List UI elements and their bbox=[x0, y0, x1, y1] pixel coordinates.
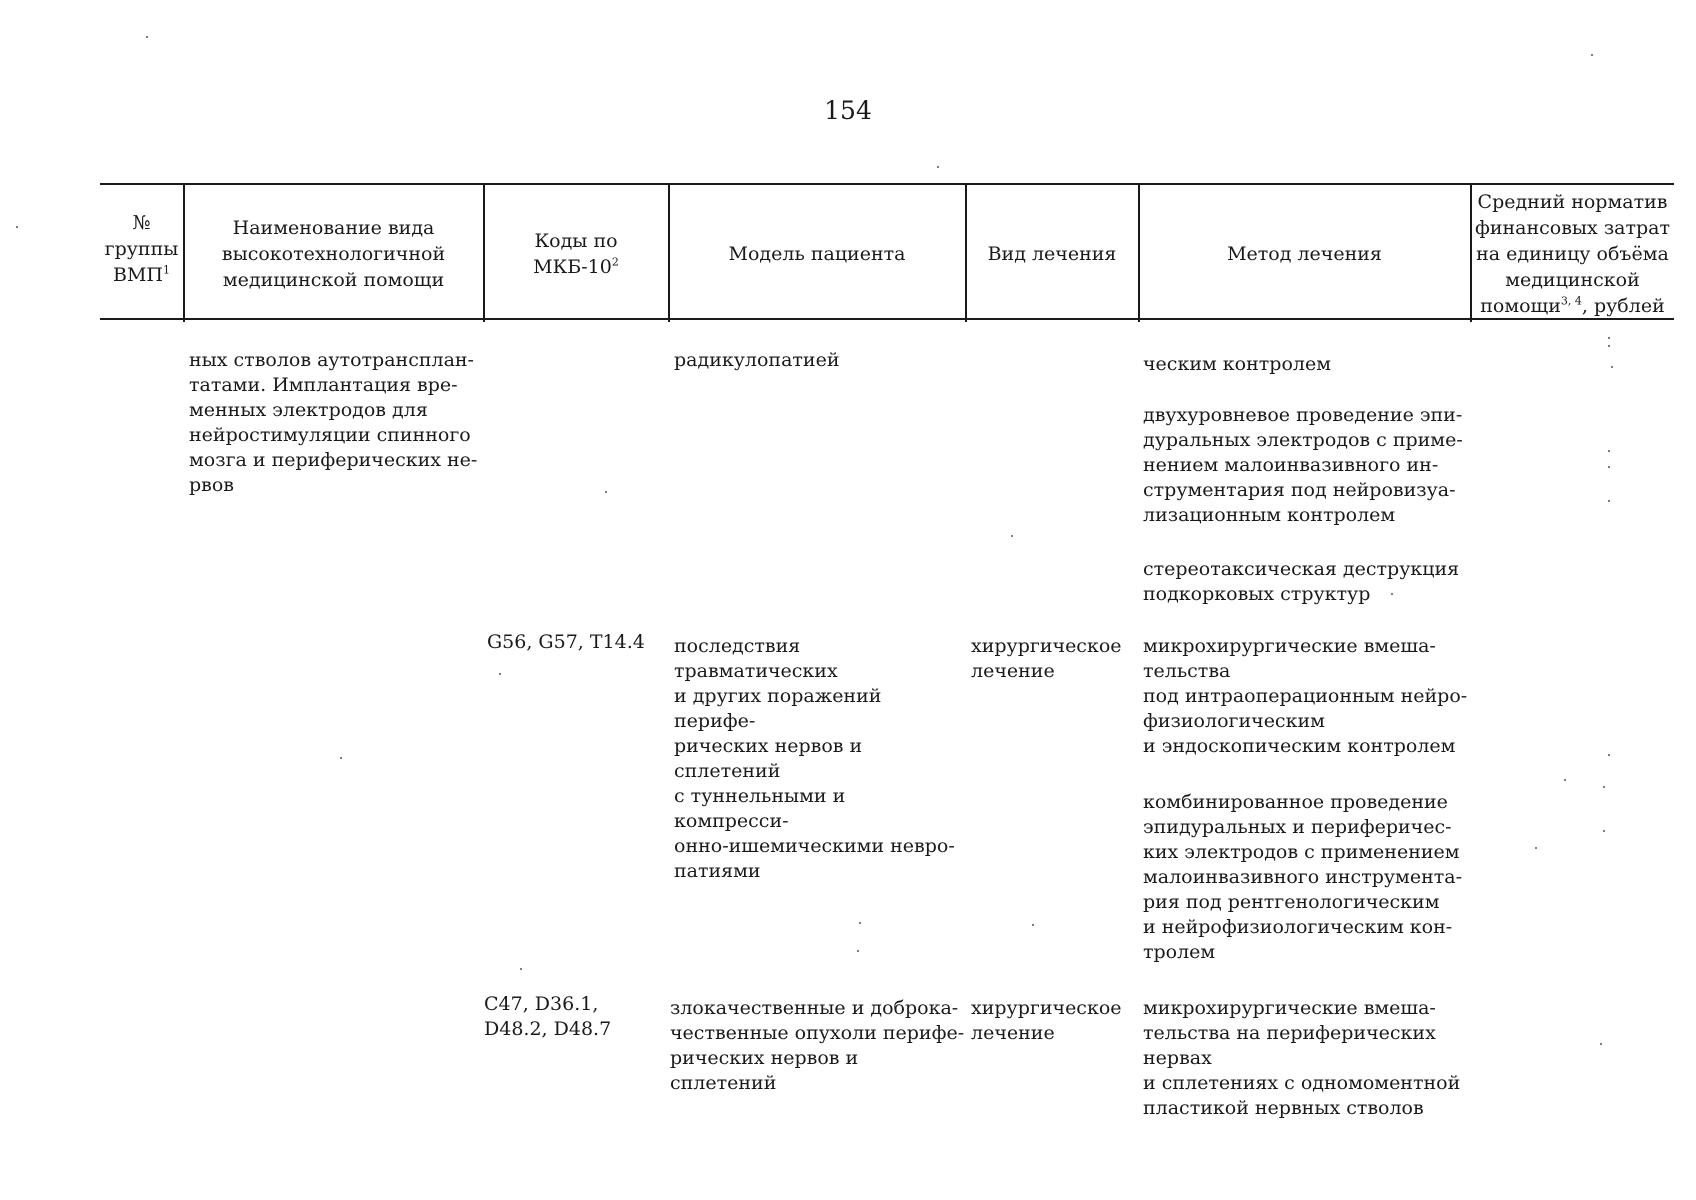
treatment-type-cell: хирургическое лечение bbox=[971, 997, 1122, 1044]
treatment-method-cell: микрохирургические вмеша- тельства под интраоперационным нейро- физиологическим и эндоскопическим контролем bbox=[1143, 635, 1468, 757]
scan-speck bbox=[1608, 754, 1610, 756]
scan-speck bbox=[499, 673, 501, 675]
scan-speck bbox=[1608, 345, 1610, 347]
table-top-rule bbox=[100, 183, 1674, 185]
scan-speck bbox=[1032, 924, 1034, 926]
treatment-method-cell: двухуровневое проведение эпи- дуральных электродов с приме- нением малоинвазивного ин- струментария под нейровизуа- лизационным контролем bbox=[1143, 404, 1463, 526]
page-number: 154 bbox=[824, 96, 872, 125]
scan-speck bbox=[1391, 593, 1393, 595]
scan-speck bbox=[1608, 500, 1610, 502]
header-icd-codes: Коды по МКБ-$10^2$ bbox=[533, 230, 619, 278]
header-treatment-type: Вид лечения bbox=[987, 243, 1117, 265]
scan-speck bbox=[859, 922, 861, 924]
treatment-method-cell: ческим контролем bbox=[1143, 353, 1331, 375]
scan-speck bbox=[1011, 535, 1013, 537]
scan-speck bbox=[937, 166, 939, 168]
icd-codes-cell: G56, G57, T14.4 bbox=[487, 631, 645, 653]
scan-speck bbox=[1611, 366, 1613, 368]
header-group-number: № группы ВМП$^1$ bbox=[104, 212, 179, 286]
patient-model-cell: злокачественные и доброка- чественные опухоли перифе- рических нервов и сплетений bbox=[670, 997, 965, 1094]
scan-speck bbox=[1535, 847, 1537, 849]
scan-speck bbox=[1591, 54, 1593, 56]
patient-model-cell: радикулопатией bbox=[674, 349, 840, 371]
scan-speck bbox=[1603, 830, 1605, 832]
header-treatment-method: Метод лечения bbox=[1227, 243, 1382, 265]
scan-speck bbox=[1600, 1043, 1602, 1045]
scan-speck bbox=[1603, 786, 1605, 788]
header-patient-model: Модель пациента bbox=[728, 243, 906, 265]
care-type-name-cell: ных стволов аутотрансплан- татами. Имплантация вре- менных электродов для нейростимуляции спинного мозга и периферических не- рвов bbox=[189, 349, 478, 496]
scan-speck bbox=[605, 491, 607, 493]
scan-speck bbox=[1608, 337, 1610, 339]
header-care-type-name: Наименование вида высокотехнологичной медицинской помощи bbox=[221, 217, 446, 291]
treatment-type-cell: хирургическое лечение bbox=[971, 635, 1122, 682]
scan-speck bbox=[1564, 779, 1566, 781]
treatment-method-cell: комбинированное проведение эпидуральных и периферичес- ких электродов с применением малоинвазивного инструмента- рия под рентгенологическим и нейрофизиологическим кон- тролем bbox=[1143, 791, 1462, 963]
scan-speck bbox=[857, 950, 859, 952]
scan-speck bbox=[1608, 466, 1610, 468]
scan-speck bbox=[1608, 450, 1610, 452]
scan-speck bbox=[520, 968, 522, 970]
treatment-method-cell: микрохирургические вмеша- тельства на периферических нервах и сплетениях с одномоментной пластикой нервных стволов bbox=[1143, 997, 1461, 1119]
treatment-method-cell: стереотаксическая деструкция подкорковых структур bbox=[1143, 558, 1460, 605]
patient-model-cell: последствия травматических и других поражений перифе- рических нервов и сплетений с туннельными и компресси- онно-ишемическими невро- патиями bbox=[674, 635, 955, 882]
scan-speck bbox=[340, 757, 342, 759]
scan-speck bbox=[16, 226, 18, 228]
header-average-cost: Средний норматив финансовых затрат на единицу объёма медицинской помощи$^{3, 4}$, рублей bbox=[1474, 191, 1671, 317]
scan-speck bbox=[146, 36, 148, 38]
icd-codes-cell: C47, D36.1, D48.2, D48.7 bbox=[484, 993, 612, 1040]
